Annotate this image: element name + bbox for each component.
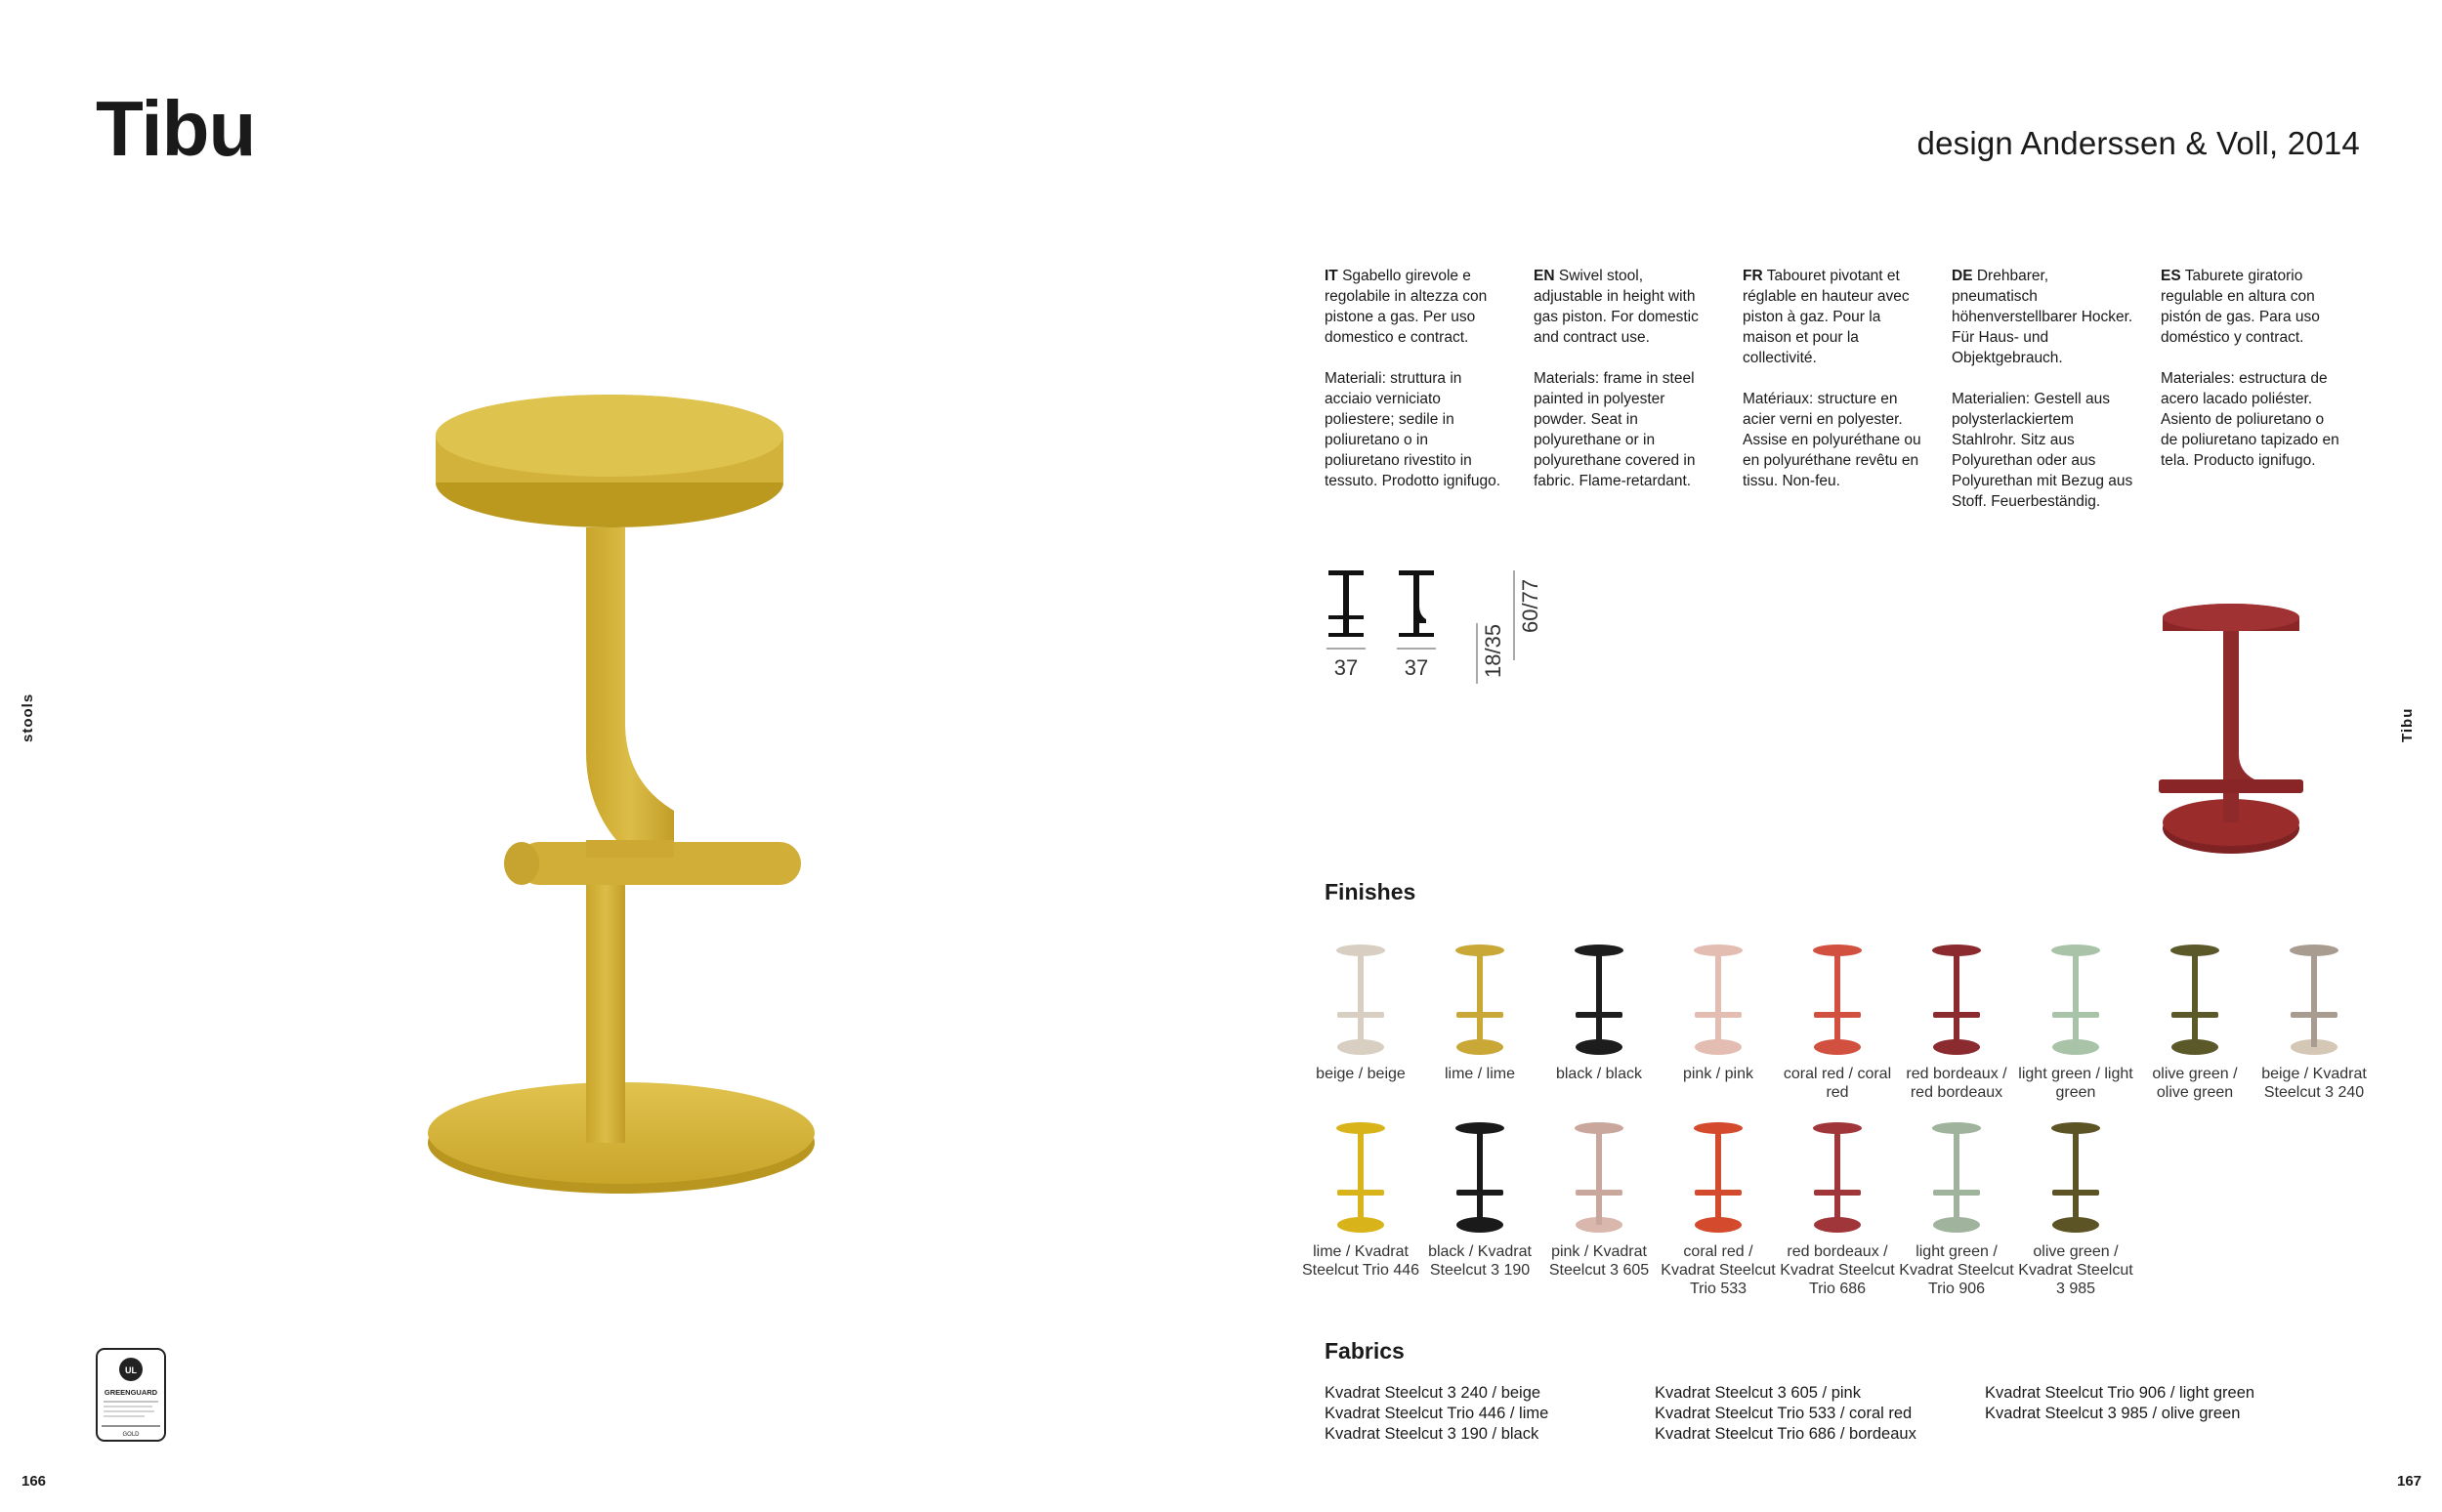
dimension-width-b: 37 bbox=[1404, 655, 1429, 680]
greenguard-badge bbox=[96, 1348, 166, 1442]
stool-swatch-icon bbox=[1689, 944, 1747, 1059]
description-es bbox=[2161, 266, 2342, 491]
stool-swatch-icon bbox=[1927, 944, 1986, 1059]
finish-swatch bbox=[1539, 1121, 1659, 1298]
intro-it: Sgabello girevole e regolabile in altezza con pistone a gas. Per uso domestico e contract. bbox=[1325, 268, 1488, 346]
finish-swatch bbox=[1301, 1121, 1420, 1298]
finishes-row-1 bbox=[1301, 944, 2374, 1102]
lang-code-fr: FR bbox=[1743, 268, 1763, 284]
fabrics-column-3 bbox=[1985, 1383, 2254, 1424]
stool-swatch-icon bbox=[1808, 1121, 1867, 1237]
materials-es: Materiales: estructura de acero lacado poliéster. Asiento de poliuretano o de poliuretano tapizado en tela. Producto ignifugo. bbox=[2161, 370, 2339, 469]
finish-label: coral red / coral red bbox=[1783, 1066, 1892, 1101]
description-it bbox=[1325, 266, 1506, 512]
finish-label: pink / pink bbox=[1682, 1066, 1754, 1082]
finish-swatch bbox=[2016, 944, 2135, 1102]
finish-label: olive green / olive green bbox=[2152, 1066, 2238, 1101]
finish-swatch bbox=[1897, 944, 2016, 1102]
dimensions-diagram bbox=[1325, 567, 1559, 723]
intro-de: Drehbarer, pneumatisch höhenverstellbarer Hocker. Für Haus- und Objektgebrauch. bbox=[1952, 268, 2133, 366]
description-en bbox=[1534, 266, 1715, 512]
stool-swatch-icon bbox=[1570, 1121, 1628, 1237]
finishes-heading: Finishes bbox=[1325, 879, 1416, 904]
finish-swatch bbox=[2135, 944, 2254, 1102]
finish-swatch bbox=[1659, 1121, 1778, 1298]
stool-swatch-icon bbox=[2046, 944, 2105, 1059]
lang-code-es: ES bbox=[2161, 268, 2181, 284]
fabrics-heading: Fabrics bbox=[1325, 1338, 1405, 1364]
stool-swatch-icon bbox=[1451, 944, 1509, 1059]
badge-name: GREENGUARD bbox=[104, 1388, 158, 1397]
fabric-item: Kvadrat Steelcut Trio 533 / coral red bbox=[1655, 1405, 1913, 1422]
stool-side-icon bbox=[1399, 570, 1434, 637]
fabric-item: Kvadrat Steelcut 3 985 / olive green bbox=[1985, 1405, 2241, 1422]
fabrics-column-1 bbox=[1325, 1383, 1548, 1445]
stool-swatch-icon bbox=[1808, 944, 1867, 1059]
finish-swatch bbox=[2254, 944, 2374, 1102]
finish-swatch bbox=[1420, 1121, 1539, 1298]
stool-front-icon bbox=[1328, 570, 1364, 637]
stool-swatch-icon bbox=[1331, 1121, 1390, 1237]
finish-label: beige / beige bbox=[1316, 1066, 1406, 1082]
materials-en: Materials: frame in steel painted in polyester powder. Seat in polyurethane or in polyurethane covered in fabric. Flame-retardant. bbox=[1534, 370, 1696, 489]
fabric-item: Kvadrat Steelcut Trio 906 / light green bbox=[1985, 1384, 2255, 1402]
stool-swatch-icon bbox=[2046, 1121, 2105, 1237]
finish-swatch bbox=[1301, 944, 1420, 1102]
description-de bbox=[1952, 266, 2133, 532]
lang-code-de: DE bbox=[1952, 268, 1973, 284]
hero-stool-image bbox=[391, 381, 860, 1299]
designer-credit: design Anderssen & Voll, 2014 bbox=[1916, 125, 2360, 161]
description-fr bbox=[1743, 266, 1924, 512]
finishes-row-2 bbox=[1301, 1121, 2135, 1298]
intro-en: Swivel stool, adjustable in height with gas piston. For domestic and contract use. bbox=[1534, 268, 1699, 346]
finish-label: beige / Kvadrat Steelcut 3 240 bbox=[2261, 1066, 2367, 1101]
stool-swatch-icon bbox=[1451, 1121, 1509, 1237]
fabric-item: Kvadrat Steelcut 3 240 / beige bbox=[1325, 1384, 1541, 1402]
finish-swatch bbox=[1778, 1121, 1897, 1298]
finish-label: pink / Kvadrat Steelcut 3 605 bbox=[1548, 1243, 1650, 1279]
stool-swatch-icon bbox=[1570, 944, 1628, 1059]
section-label-right: Tibu bbox=[2399, 707, 2416, 742]
lang-code-it: IT bbox=[1325, 268, 1338, 284]
stool-swatch-icon bbox=[1689, 1121, 1747, 1237]
fabric-item: Kvadrat Steelcut 3 605 / pink bbox=[1655, 1384, 1861, 1402]
section-label-left: stools bbox=[20, 693, 36, 742]
finish-swatch bbox=[1420, 944, 1539, 1102]
dimension-width-a: 37 bbox=[1333, 655, 1359, 680]
finish-label: lime / lime bbox=[1444, 1066, 1515, 1082]
fabric-item: Kvadrat Steelcut 3 190 / black bbox=[1325, 1425, 1539, 1443]
page-title: Tibu bbox=[96, 85, 256, 172]
intro-es: Taburete giratorio regulable en altura con pistón de gas. Para uso doméstico y contract. bbox=[2161, 268, 2320, 346]
finish-swatch bbox=[1539, 944, 1659, 1102]
finish-label: black / black bbox=[1555, 1066, 1643, 1082]
materials-de: Materialien: Gestell aus polysterlackiertem Stahlrohr. Sitz aus Polyurethan oder aus Polyurethan mit Bezug aus Stoff. Feuerbeständig. bbox=[1952, 391, 2133, 510]
finish-label: red bordeaux / Kvadrat Steelcut Trio 686 bbox=[1780, 1243, 1895, 1297]
badge-level: GOLD bbox=[122, 1432, 140, 1438]
fabric-item: Kvadrat Steelcut Trio 446 / lime bbox=[1325, 1405, 1549, 1422]
stool-swatch-icon bbox=[2285, 944, 2343, 1059]
dimension-total-height: 60/77 bbox=[1518, 578, 1542, 633]
page-number-right: 167 bbox=[2397, 1473, 2422, 1490]
finish-label: red bordeaux / red bordeaux bbox=[1906, 1066, 2007, 1101]
ul-mark-text: UL bbox=[125, 1365, 137, 1375]
finish-swatch bbox=[2016, 1121, 2135, 1298]
finish-label: light green / light green bbox=[2018, 1066, 2133, 1101]
lang-code-en: EN bbox=[1534, 268, 1555, 284]
materials-fr: Matériaux: structure en acier verni en polyester. Assise en polyuréthane ou en polyuréthane revêtu en tissu. Non-feu. bbox=[1743, 391, 1921, 489]
finish-label: light green / Kvadrat Steelcut Trio 906 bbox=[1899, 1243, 2014, 1297]
intro-fr: Tabouret pivotant et réglable en hauteur avec piston à gaz. Pour la maison et pour la collectivité. bbox=[1743, 268, 1910, 366]
finish-label: coral red / Kvadrat Steelcut Trio 533 bbox=[1661, 1243, 1776, 1297]
finish-label: olive green / Kvadrat Steelcut 3 985 bbox=[2018, 1243, 2133, 1297]
stool-swatch-icon bbox=[1927, 1121, 1986, 1237]
fabric-item: Kvadrat Steelcut Trio 686 / bordeaux bbox=[1655, 1425, 1916, 1443]
finish-label: black / Kvadrat Steelcut 3 190 bbox=[1428, 1243, 1532, 1279]
stool-swatch-icon bbox=[2166, 944, 2224, 1059]
materials-it: Materiali: struttura in acciaio verniciato poliestere; sedile in poliuretano o in poliuretano rivestito in tessuto. Prodotto ignifugo. bbox=[1325, 370, 1501, 489]
finish-swatch bbox=[1778, 944, 1897, 1102]
fabrics-column-2 bbox=[1655, 1383, 1916, 1445]
finish-swatch bbox=[1897, 1121, 2016, 1298]
dimension-seat-height: 18/35 bbox=[1481, 623, 1505, 678]
finish-swatch bbox=[1659, 944, 1778, 1102]
finish-label: lime / Kvadrat Steelcut Trio 446 bbox=[1301, 1243, 1420, 1279]
red-stool-image bbox=[2153, 598, 2309, 861]
page-number-left: 166 bbox=[21, 1473, 47, 1490]
stool-swatch-icon bbox=[1331, 944, 1390, 1059]
